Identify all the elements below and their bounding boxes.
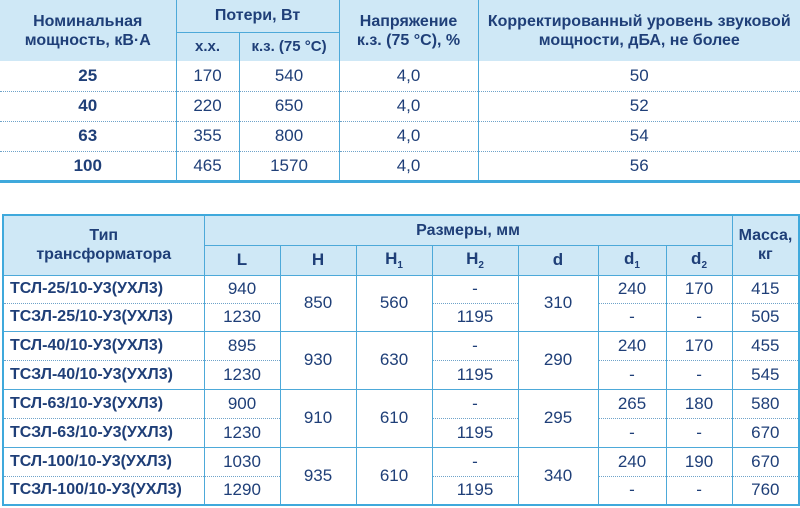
voltage-cell: 4,0 — [339, 151, 478, 181]
H1-cell: 610 — [356, 447, 432, 505]
header-losses-kz: к.з. (75 °С) — [239, 32, 339, 61]
losses-xx-cell: 170 — [176, 61, 239, 91]
voltage-cell: 4,0 — [339, 121, 478, 151]
type-cell: ТСЛ-100/10-У3(УХЛ3) — [3, 447, 204, 476]
H2-cell: 1195 — [432, 476, 518, 505]
noise-cell: 52 — [478, 91, 800, 121]
H2-cell: - — [432, 275, 518, 303]
mass-cell: 670 — [732, 418, 799, 447]
table-row — [3, 331, 799, 360]
L-cell: 895 — [204, 331, 280, 360]
header-losses: Потери, Вт — [176, 0, 339, 32]
table-row — [3, 389, 799, 418]
H-cell: 910 — [280, 389, 356, 447]
d2-cell: - — [666, 360, 732, 389]
L-cell: 1230 — [204, 418, 280, 447]
type-cell: ТСЛ-25/10-У3(УХЛ3) — [3, 275, 204, 303]
d2-cell: 170 — [666, 331, 732, 360]
header-losses-xx: х.х. — [176, 32, 239, 61]
losses-table — [0, 0, 800, 183]
header-voltage: Напряжение к.з. (75 °С), % — [339, 0, 478, 61]
losses-xx-cell: 465 — [176, 151, 239, 181]
voltage-cell: 4,0 — [339, 61, 478, 91]
H1-cell: 560 — [356, 275, 432, 331]
mass-cell: 545 — [732, 360, 799, 389]
d1-cell: - — [598, 418, 666, 447]
table-row — [3, 447, 799, 476]
header-H1: $H_1$ — [356, 245, 432, 275]
header-L: L — [204, 245, 280, 275]
header-noise: Корректированный уровень звуковой мощности, дБА, не более — [478, 0, 800, 61]
type-cell: ТСЛ-40/10-У3(УХЛ3) — [3, 331, 204, 360]
losses-xx-cell: 355 — [176, 121, 239, 151]
power-cell: 25 — [0, 61, 176, 91]
power-cell: 63 — [0, 121, 176, 151]
mass-cell: 455 — [732, 331, 799, 360]
d1-cell: - — [598, 303, 666, 331]
noise-cell: 54 — [478, 121, 800, 151]
table-row — [0, 151, 800, 181]
d-cell: 295 — [518, 389, 598, 447]
d-cell: 340 — [518, 447, 598, 505]
header-sizes: Размеры, мм — [204, 215, 732, 245]
H1-cell: 610 — [356, 389, 432, 447]
H2-cell: - — [432, 389, 518, 418]
H-cell: 935 — [280, 447, 356, 505]
mass-cell: 580 — [732, 389, 799, 418]
power-cell: 40 — [0, 91, 176, 121]
table-row — [0, 121, 800, 151]
d2-cell: 170 — [666, 275, 732, 303]
d1-cell: 240 — [598, 331, 666, 360]
mass-cell: 670 — [732, 447, 799, 476]
H2-cell: - — [432, 447, 518, 476]
L-cell: 940 — [204, 275, 280, 303]
mass-cell: 505 — [732, 303, 799, 331]
header-H: H — [280, 245, 356, 275]
d-cell: 310 — [518, 275, 598, 331]
header-d: d — [518, 245, 598, 275]
d2-cell: 180 — [666, 389, 732, 418]
type-cell: ТСЗЛ-25/10-У3(УХЛ3) — [3, 303, 204, 331]
d2-cell: - — [666, 476, 732, 505]
type-cell: ТСЗЛ-63/10-У3(УХЛ3) — [3, 418, 204, 447]
H2-cell: 1195 — [432, 418, 518, 447]
type-cell: ТСЛ-63/10-У3(УХЛ3) — [3, 389, 204, 418]
header-d2: $d_2$ — [666, 245, 732, 275]
d1-cell: 265 — [598, 389, 666, 418]
header-H2: $H_2$ — [432, 245, 518, 275]
header-d1: $d_1$ — [598, 245, 666, 275]
L-cell: 900 — [204, 389, 280, 418]
d1-cell: - — [598, 360, 666, 389]
H-cell: 850 — [280, 275, 356, 331]
d-cell: 290 — [518, 331, 598, 389]
type-cell: ТСЗЛ-40/10-У3(УХЛ3) — [3, 360, 204, 389]
L-cell: 1290 — [204, 476, 280, 505]
table-row — [0, 61, 800, 91]
mass-cell: 415 — [732, 275, 799, 303]
H2-cell: 1195 — [432, 360, 518, 389]
d1-cell: 240 — [598, 447, 666, 476]
L-cell: 1030 — [204, 447, 280, 476]
type-cell: ТСЗЛ-100/10-У3(УХЛ3) — [3, 476, 204, 505]
header-nominal-power: Номинальная мощность, кВ·А — [24, 12, 151, 49]
H2-cell: - — [432, 331, 518, 360]
losses-kz-cell: 800 — [239, 121, 339, 151]
voltage-cell: 4,0 — [339, 91, 478, 121]
d1-cell: - — [598, 476, 666, 505]
losses-kz-cell: 540 — [239, 61, 339, 91]
noise-cell: 56 — [478, 151, 800, 181]
L-cell: 1230 — [204, 360, 280, 389]
H1-cell: 630 — [356, 331, 432, 389]
noise-cell: 50 — [478, 61, 800, 91]
table-row — [0, 91, 800, 121]
d2-cell: 190 — [666, 447, 732, 476]
dimensions-table — [2, 214, 800, 506]
L-cell: 1230 — [204, 303, 280, 331]
d2-cell: - — [666, 418, 732, 447]
H2-cell: 1195 — [432, 303, 518, 331]
table-row — [3, 275, 799, 303]
header-type: Тип трансформатора — [3, 215, 204, 275]
mass-cell: 760 — [732, 476, 799, 505]
d1-cell: 240 — [598, 275, 666, 303]
d2-cell: - — [666, 303, 732, 331]
losses-kz-cell: 1570 — [239, 151, 339, 181]
power-cell: 100 — [73, 155, 102, 175]
losses-kz-cell: 650 — [239, 91, 339, 121]
losses-xx-cell: 220 — [176, 91, 239, 121]
H-cell: 930 — [280, 331, 356, 389]
header-mass: Масса, кг — [732, 215, 799, 275]
